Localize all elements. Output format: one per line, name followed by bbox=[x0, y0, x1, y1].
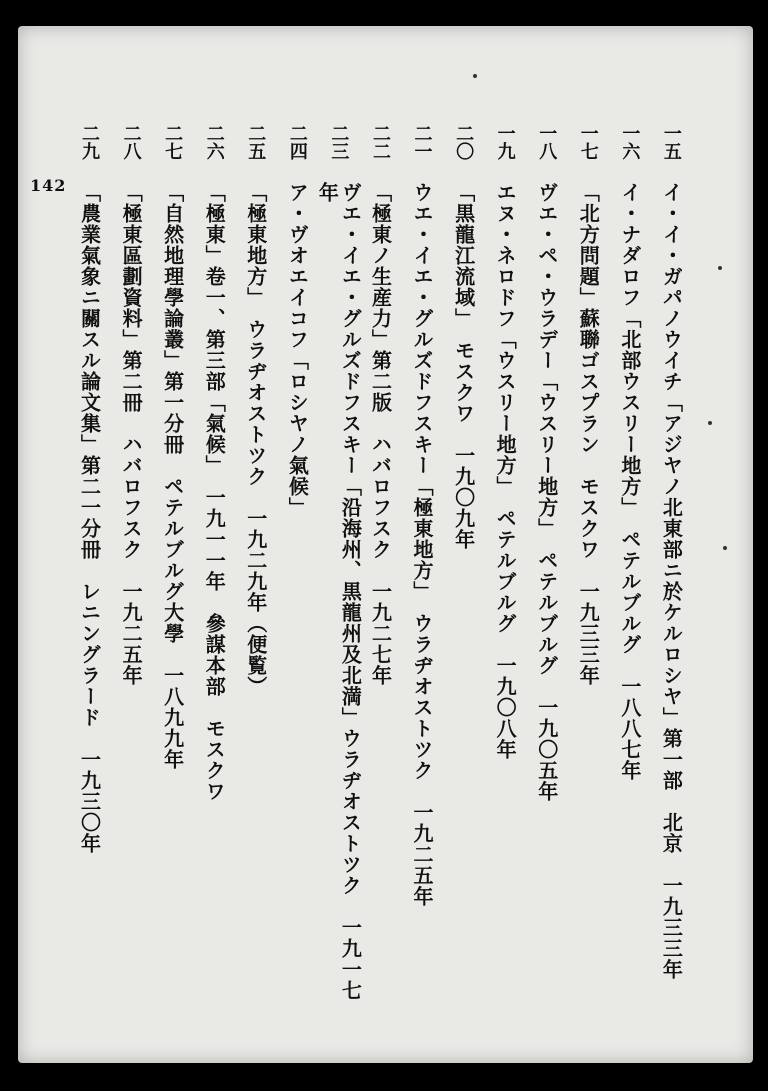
ink-speck bbox=[708, 421, 712, 425]
entry-number: 二七 bbox=[162, 124, 184, 160]
entry-number: 一五 bbox=[660, 124, 682, 160]
reference-list bbox=[70, 124, 690, 1004]
entry-number: 二四 bbox=[286, 124, 308, 160]
list-item bbox=[361, 124, 399, 1004]
entry-number: 二三 bbox=[328, 124, 350, 160]
entry-text: 「極東地方」 ウラヂオストツク 一九二九年（便覧） bbox=[243, 182, 268, 697]
list-item bbox=[195, 124, 233, 1004]
list-item bbox=[70, 124, 108, 1004]
entry-number: 二一 bbox=[411, 124, 433, 160]
entry-text: エヌ・ネロドフ「ウスリー地方」 ペテルブルグ 一九〇八年 bbox=[493, 182, 518, 760]
entry-number: 一七 bbox=[577, 124, 599, 160]
entry-number: 二二 bbox=[369, 124, 391, 160]
ink-speck bbox=[473, 74, 477, 78]
entry-text: イ・ナダロフ「北部ウスリー地方」 ペテルブルグ 一八八七年 bbox=[617, 182, 642, 781]
entry-text: 「北方問題」蘇聯ゴスプラン モスクワ 一九三三年 bbox=[576, 182, 601, 686]
entry-text: ヴエ・ペ・ウラデー「ウスリー地方」 ペテルブルグ 一九〇五年 bbox=[534, 182, 559, 802]
entry-number: 一九 bbox=[494, 124, 516, 160]
list-item bbox=[610, 124, 648, 1004]
ink-speck bbox=[723, 546, 727, 550]
list-item bbox=[569, 124, 607, 1004]
list-item bbox=[315, 124, 363, 1004]
entry-text: 「極東」卷一、第三部「氣候」 一九一一年 參謀本部 モスクワ bbox=[202, 182, 227, 802]
entry-text: ウエ・イエ・グルズドフスキー「極東地方」 ウラヂオストツク 一九二五年 bbox=[410, 182, 434, 907]
entry-text: ア・ヴオエイコフ「ロシヤノ氣候」 bbox=[285, 182, 310, 518]
entry-text: 「極東區劃資料」第二冊 ハバロフスク 一九二五年 bbox=[119, 182, 144, 686]
page-number: 142 bbox=[30, 176, 67, 195]
entry-text: イ・イ・ガパノウイチ「アジヤノ北東部ニ於ケルロシヤ」第一部 北京 一九三三年 bbox=[659, 182, 684, 980]
list-item bbox=[486, 124, 524, 1004]
list-item bbox=[153, 124, 191, 1004]
entry-number: 二九 bbox=[79, 124, 100, 160]
entry-number: 二五 bbox=[245, 124, 267, 160]
entry-text: 「農業氣象ニ關スル論文集」第二一分冊 レニングラード 一九三〇年 bbox=[77, 182, 102, 854]
list-item bbox=[444, 124, 482, 1004]
list-item bbox=[403, 124, 441, 1004]
entry-text: 「黒龍江流域」 モスクワ 一九〇九年 bbox=[451, 182, 476, 550]
book-page bbox=[18, 26, 753, 1063]
list-item bbox=[236, 124, 274, 1004]
entry-number: 二〇 bbox=[453, 124, 475, 160]
ink-speck bbox=[718, 266, 722, 270]
entry-number: 二八 bbox=[120, 124, 142, 160]
list-item bbox=[112, 124, 150, 1004]
entry-number: 一八 bbox=[536, 124, 558, 160]
entry-text: 「極東ノ生産力」第二版 ハバロフスク 一九二七年 bbox=[368, 182, 393, 686]
list-item bbox=[527, 124, 565, 1004]
list-item bbox=[652, 124, 690, 1004]
entry-text: ヴエ・イエ・グルズドフスキー「沿海州、黒龍州及北満」ウラヂオストツク 一九一七年 bbox=[315, 182, 363, 1001]
list-item bbox=[278, 124, 316, 1004]
entry-number: 二六 bbox=[203, 124, 225, 160]
entry-text: 「自然地理學論叢」第一分冊 ペテルブルグ大學 一八九九年 bbox=[160, 182, 185, 770]
entry-number: 一六 bbox=[619, 124, 641, 160]
